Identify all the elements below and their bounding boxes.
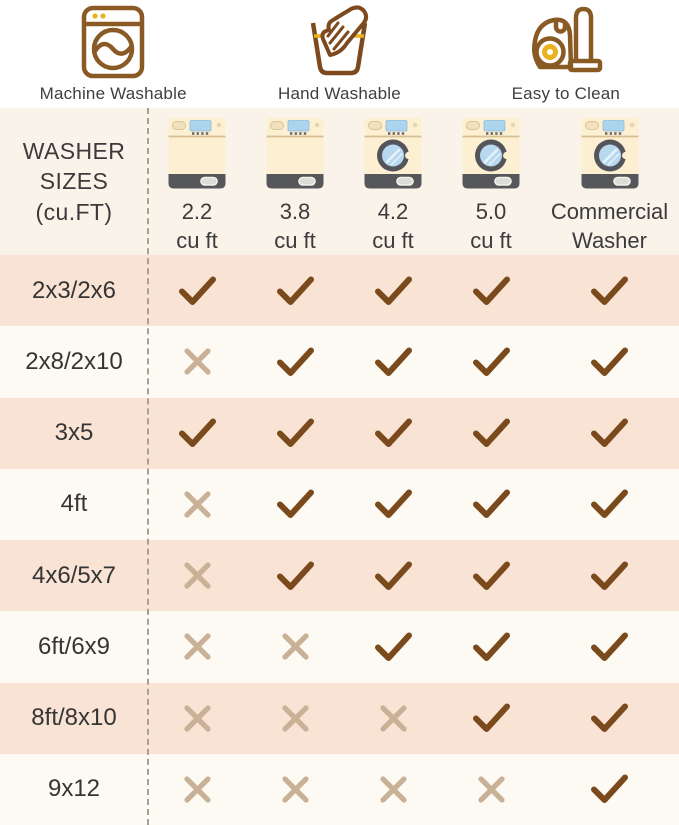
table-row — [0, 540, 679, 611]
check-icon — [373, 345, 414, 379]
table-row — [0, 754, 679, 825]
check-icon — [177, 416, 218, 450]
check-icon — [373, 559, 414, 593]
table-cell — [148, 416, 246, 450]
table-row — [0, 469, 679, 540]
check-icon — [471, 630, 512, 664]
row-label: 3x5 — [54, 419, 94, 447]
table-cell — [442, 559, 540, 593]
row-label: 8ft/8x10 — [31, 704, 117, 732]
x-icon — [182, 489, 213, 520]
x-icon — [182, 560, 213, 591]
x-icon — [378, 703, 409, 734]
check-icon — [177, 274, 218, 308]
corner-header — [0, 108, 148, 255]
column-header-commercial — [540, 108, 679, 255]
table-cell — [442, 630, 540, 664]
front-load-washer-icon — [364, 117, 422, 191]
check-icon — [589, 487, 630, 521]
check-icon — [373, 416, 414, 450]
table-cell — [148, 631, 246, 662]
table-cell — [148, 346, 246, 377]
column-label-line: cu ft — [176, 228, 218, 254]
feature-item — [0, 0, 226, 108]
check-icon — [589, 559, 630, 593]
check-icon — [373, 630, 414, 664]
vacuum-icon — [526, 2, 606, 82]
table-cell — [246, 631, 344, 662]
table-body — [0, 255, 679, 825]
table-cell — [344, 345, 442, 379]
check-icon — [373, 274, 414, 308]
table-cell — [540, 416, 679, 450]
check-icon — [589, 274, 630, 308]
column-label-line: cu ft — [372, 228, 414, 254]
x-icon — [182, 703, 213, 734]
table-cell — [540, 487, 679, 521]
check-icon — [471, 416, 512, 450]
table-row — [0, 683, 679, 754]
table-cell — [344, 774, 442, 805]
washing-machine-icon — [74, 2, 152, 82]
check-icon — [471, 701, 512, 735]
x-icon — [182, 346, 213, 377]
column-label-line: Commercial — [550, 199, 669, 224]
front-load-washer-icon — [581, 117, 639, 191]
table-cell — [246, 703, 344, 734]
column-header-3.8 — [246, 108, 344, 255]
check-icon — [471, 487, 512, 521]
table-header-row — [0, 108, 679, 255]
column-label — [470, 197, 512, 255]
table-cell — [442, 487, 540, 521]
table-cell — [148, 560, 246, 591]
feature-item — [453, 0, 679, 108]
column-label — [176, 197, 218, 255]
top-load-washer-icon — [266, 117, 324, 191]
top-load-washer-icon — [168, 117, 226, 191]
table-cell — [148, 774, 246, 805]
column-header-2.2 — [148, 108, 246, 255]
check-icon — [275, 345, 316, 379]
row-label: 2x8/2x10 — [25, 347, 123, 375]
column-label-line: Washer — [572, 228, 647, 254]
table-cell — [540, 630, 679, 664]
table-cell — [540, 559, 679, 593]
column-label-line: 4.2 — [377, 199, 409, 224]
table-cell — [246, 487, 344, 521]
table-cell — [344, 630, 442, 664]
table-cell — [148, 489, 246, 520]
column-label-line: cu ft — [274, 228, 316, 254]
column-label-line: 5.0 — [475, 199, 507, 224]
table-cell — [246, 416, 344, 450]
corner-header-line: SIZES — [39, 168, 109, 195]
check-icon — [275, 274, 316, 308]
table-cell — [246, 274, 344, 308]
check-icon — [275, 559, 316, 593]
table-cell — [442, 701, 540, 735]
table-cell — [246, 345, 344, 379]
feature-item — [226, 0, 452, 108]
table-row — [0, 255, 679, 326]
check-icon — [275, 487, 316, 521]
column-header-5.0 — [442, 108, 540, 255]
check-icon — [471, 559, 512, 593]
check-icon — [275, 416, 316, 450]
corner-header-line: WASHER — [22, 137, 126, 164]
table-cell — [148, 703, 246, 734]
front-load-washer-icon — [462, 117, 520, 191]
check-icon — [589, 416, 630, 450]
row-label: 2x3/2x6 — [31, 276, 117, 304]
x-icon — [182, 631, 213, 662]
table-row — [0, 326, 679, 397]
column-label-line: cu ft — [470, 228, 512, 254]
table-cell — [344, 559, 442, 593]
column-header-4.2 — [344, 108, 442, 255]
hand-wash-icon — [299, 2, 379, 82]
features-row — [0, 0, 679, 108]
table-cell — [246, 559, 344, 593]
feature-label: Easy to Clean — [511, 84, 621, 103]
row-label: 4ft — [60, 490, 88, 518]
corner-header-line: (cu.FT) — [35, 198, 113, 225]
table-row — [0, 611, 679, 682]
check-icon — [471, 274, 512, 308]
x-icon — [280, 703, 311, 734]
check-icon — [471, 345, 512, 379]
column-label — [551, 197, 668, 255]
table-cell — [540, 772, 679, 806]
check-icon — [589, 701, 630, 735]
table-cell — [344, 487, 442, 521]
feature-label: Machine Washable — [39, 84, 187, 103]
row-label: 4x6/5x7 — [31, 561, 117, 589]
table-cell — [442, 274, 540, 308]
x-icon — [476, 774, 507, 805]
table-cell — [540, 274, 679, 308]
column-label — [372, 197, 414, 255]
table-cell — [344, 274, 442, 308]
x-icon — [378, 774, 409, 805]
column-label-line: 3.8 — [279, 199, 311, 224]
column-label — [274, 197, 316, 255]
feature-label: Hand Washable — [278, 84, 401, 103]
table-cell — [442, 345, 540, 379]
table-cell — [344, 703, 442, 734]
x-icon — [280, 774, 311, 805]
row-label: 9x12 — [47, 775, 101, 803]
table-cell — [148, 274, 246, 308]
table-cell — [344, 416, 442, 450]
table-cell — [442, 416, 540, 450]
table-cell — [246, 774, 344, 805]
table-cell — [540, 701, 679, 735]
check-icon — [589, 772, 630, 806]
check-icon — [589, 345, 630, 379]
x-icon — [280, 631, 311, 662]
table-cell — [540, 345, 679, 379]
column-label-line: 2.2 — [181, 199, 213, 224]
check-icon — [589, 630, 630, 664]
washer-size-table — [0, 108, 679, 825]
table-row — [0, 398, 679, 469]
x-icon — [182, 774, 213, 805]
row-label: 6ft/6x9 — [37, 632, 111, 660]
table-cell — [442, 774, 540, 805]
check-icon — [373, 487, 414, 521]
